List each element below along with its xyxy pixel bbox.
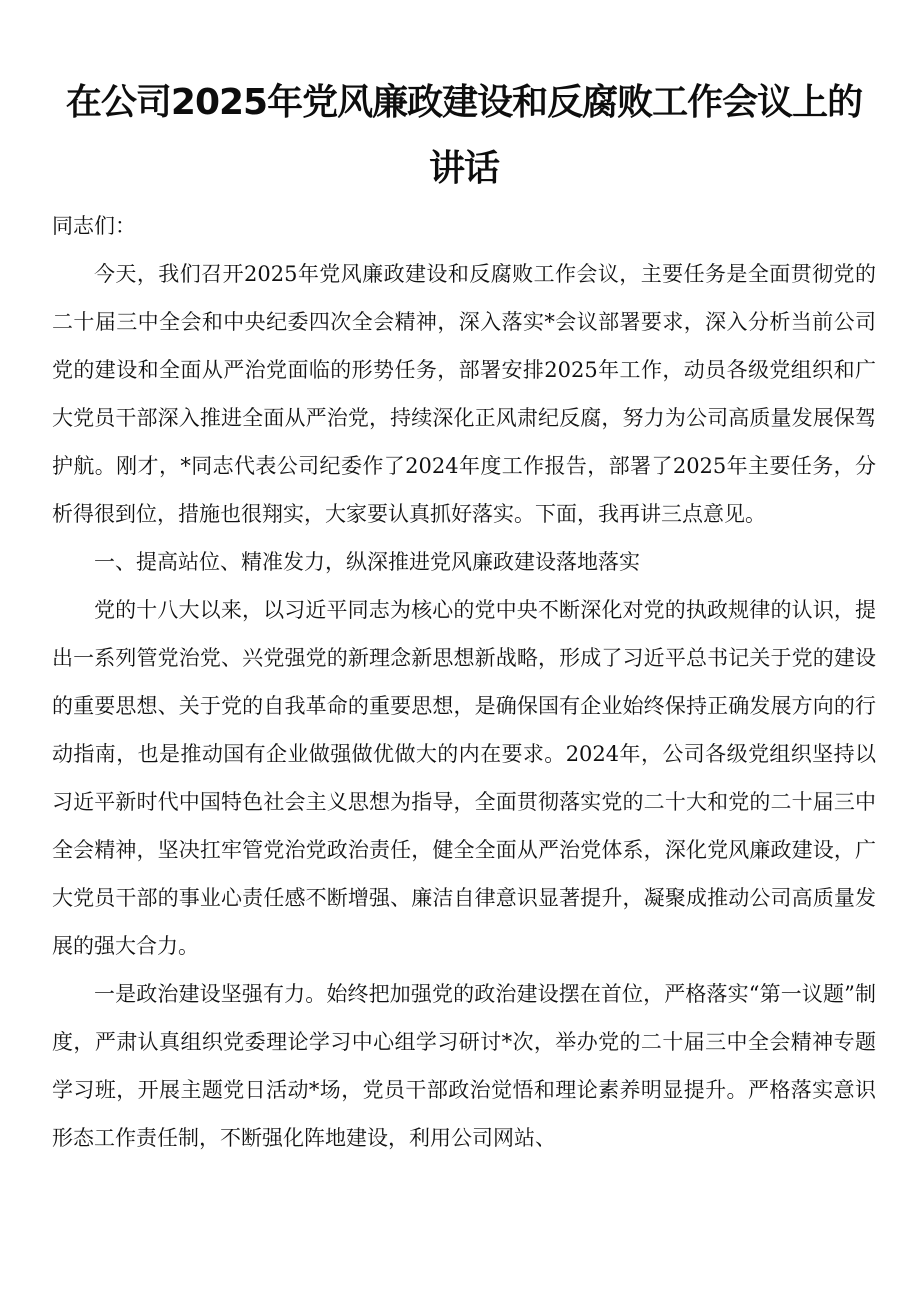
salutation: 同志们： [52,214,136,238]
section-heading: 一、提高站位、精准发力，纵深推进党风廉政建设落地落实 [94,550,640,574]
intro-paragraph: 今天，我们召开2025年党风廉政建设和反腐败工作会议，主要任务是全面贯彻党的二十届三中全会和中央纪委四次全会精神，深入落实*会议部署要求，深入分析当前公司党的建设和全面从严治党面临的形势任务，部署安排2025年工作，动员各级党组织和广大党员干部深入推进全面从严治党，持续深化正风肃纪反腐，努力为公司高质量发展保驾护航。刚才，*同志代表公司纪委作了2024年度工作报告，部署了2025年主要任务，分析得很到位，措施也很翔实，大家要认真抓好落实。下面，我再讲三点意见。 [52,262,876,526]
section-paragraph-2: 一是政治建设坚强有力。始终把加强党的政治建设摆在首位，严格落实“第一议题”制度，严肃认真组织党委理论学习中心组学习研讨*次，举办党的二十届三中全会精神专题学习班，开展主题党日活动*场，党员干部政治觉悟和理论素养明显提升。严格落实意识形态工作责任制，不断强化阵地建设，利用公司网站、 [52,982,876,1150]
section-paragraph-1: 党的十八大以来，以习近平同志为核心的党中央不断深化对党的执政规律的认识，提出一系列管党治党、兴党强党的新理念新思想新战略，形成了习近平总书记关于党的建设的重要思想、关于党的自我革命的重要思想，是确保国有企业始终保持正确发展方向的行动指南，也是推动国有企业做强做优做大的内在要求。2024年，公司各级党组织坚持以习近平新时代中国特色社会主义思想为指导，全面贯彻落实党的二十大和党的二十届三中全会精神，坚决扛牢管党治党政治责任，健全全面从严治党体系，深化党风廉政建设，广大党员干部的事业心责任感不断增强、廉洁自律意识显著提升，凝聚成推动公司高质量发展的强大合力。 [52,598,876,958]
document-title: 在公司2025年党风廉政建设和反腐败工作会议上的讲话 [65,82,863,189]
